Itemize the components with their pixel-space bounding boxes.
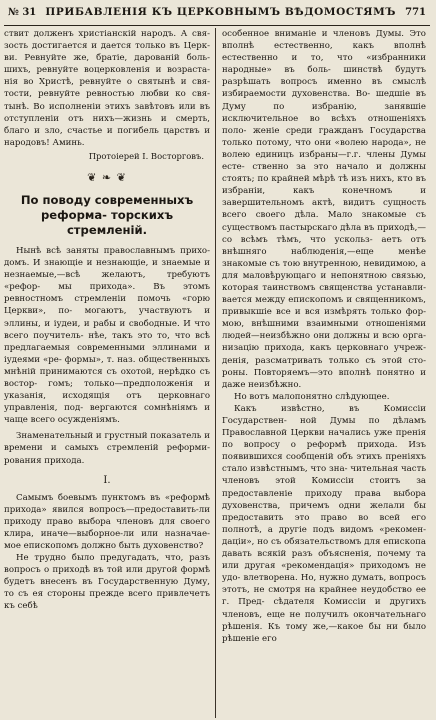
- article-paragraph-2: Знаменательный и грустный показатель и времени и самыхъ стремленій реформи- рования прихода.: [4, 431, 210, 466]
- issue-number: № 31: [8, 7, 37, 18]
- author-signature: Протоіерей І. Восторговъ.: [88, 150, 204, 161]
- article-paragraph-7: Какъ извѣстно, въ Комиссіи Государствен- ной Думы по дѣламъ Православной Церкви начались уже пренія по вопросу о реформѣ прихода. Изъ появившихся сообщеній объ этихъ преніяхъ стало извѣстнымъ, что зна- чительная часть членовъ этой Комиссіи стоитъ за предоставленіе приходу права выбора духовенства, причемъ одни желали бы предоставить это право во всей его полнотѣ, а другіе подъ видомъ «рекомен- даціи», но съ обязательствомъ для епископа давать всякій разъ объясненія, почему та или другая «рекомендація» приходомъ не удо- влетворена. Но, нужно думать, вопросъ этотъ, не смотря на крайнее неудобство ее г. Пред- сѣдателя Комиссіи и другихъ членовъ, еще не получилъ окончательнаго рѣшенія. Къ тому же,—какое бы ни было рѣшеніе его: [222, 403, 426, 644]
- article-paragraph-3: Самымъ боевымъ пунктомъ въ «реформѣ прихода» явился вопросъ—предоставить-ли приходу право выбора членовъ для своего клира, иначе—выборное-ли или назначае- мое епископомъ должно быть духовенство?: [4, 492, 210, 551]
- left-column: [4, 26, 216, 718]
- ornament-divider: ❦ ❧ ❦: [87, 170, 127, 184]
- article-paragraph-4: Не трудно было предугадать, что, разъ вопросъ о приходѣ въ той или другой формѣ будетъ внесенъ въ Государственную Думу, то съ ея стороны прежде всего привлечетъ къ себѣ: [4, 553, 210, 612]
- page-header: [4, 6, 430, 26]
- article-headline: По поводу современныхъ реформа- торскихъ стремленій.: [20, 192, 194, 237]
- intro-paragraph: ствит долженъ христіанскій народъ. А свя- зость достигается и дается только въ Церк- ви. Ревнуйте же, братіе, дарованій боль- шихъ, ревнуйте воцерковленія и возраста- нія во Христѣ, ревнуйте о святынѣ и свя- тости, ревнуйте ревностью любви ко свя- тынѣ. Во исполненіи этихъ завѣтовъ или въ отступленіи отъ нихъ—жизнь и смерть, благо и зло, счастье и погибель царствъ и народовъ! Аминь.: [4, 29, 210, 148]
- text-columns: [4, 26, 430, 718]
- column-divider: [215, 28, 216, 718]
- article-paragraph-6: Но вотъ малопонятно слѣдующее.: [234, 391, 390, 402]
- article-paragraph-1: Нынѣ всѣ заняты православнымъ прихо- домъ. И знающіе и незнающіе, и знаемые и незнаемые,—всѣ желаютъ, требуютъ «рефор- мы прихода». Въ этомъ ревностномъ стремленіи помочь «горю Церкви», по- могаютъ, участвуютъ и эллины, и іудеи, и рабы и свободные. И что всего поучитель- нѣе, такъ это то, что всѣ предлагаемыя современными эллинами и іудеями «ре- формы», т. наз. общественныхъ мнѣній принимаются съ охотой, нерѣдко съ востор- гомъ; только—предположенія и указанія, исходящія отъ церковнаго управленія, под- вергаются сомнѣніямъ и чаще всего осужденіямъ.: [4, 245, 210, 426]
- journal-title: ПРИБАВЛЕНІЯ КЪ ЦЕРКОВНЫМЪ ВѢДОМОСТЯМЪ: [45, 6, 396, 18]
- article-paragraph-5: особенное вниманіе и членовъ Думы. Это вполнѣ естественно, какъ вполнѣ естественно и то, что «избранники народные» въ боль- шинствѣ будутъ разрѣшать вопросъ именно въ смыслѣ избираемости духовенства. Во- шедшіе въ Думу по избранію, занявшіе исключительное во всѣхъ отношеніяхъ поло- женіе среди гражданъ Государства только потому, что они «волею народа», не волею единицъ избраны—г.г. члены Думы есте- ственно за это начало и должны стоять; по крайней мѣрѣ тѣ изъ нихъ, кто въ избраніи, какъ конечномъ и завершительномъ актѣ, видитъ сущность всего своего дѣла. Мало знакомые съ существомъ пастырскаго дѣла въ приходѣ,—со всѣмъ тѣмъ, что ускольз- аетъ отъ внѣшняго наблюденія,—еще менѣе знакомые съ тою внутренною, невидимою, а для маловѣрующаго и непонятною связью, которая таинствомъ священства устанавли- вается между епископомъ и священникомъ, привыкшіе все и вся измѣрять только фор- мою, внѣшними взаимными отношеніями людей—неизбѣжно они должны и всю орга- низацію прихода, какъ церковнаго учреж- денія, разсматривать только съ этой сто- роны. Повторяемъ—это вполнѣ понятно и даже неизбѣжно.: [222, 29, 426, 390]
- right-column: [216, 26, 428, 718]
- page-number: 771: [405, 7, 426, 18]
- section-numeral: I.: [103, 474, 111, 486]
